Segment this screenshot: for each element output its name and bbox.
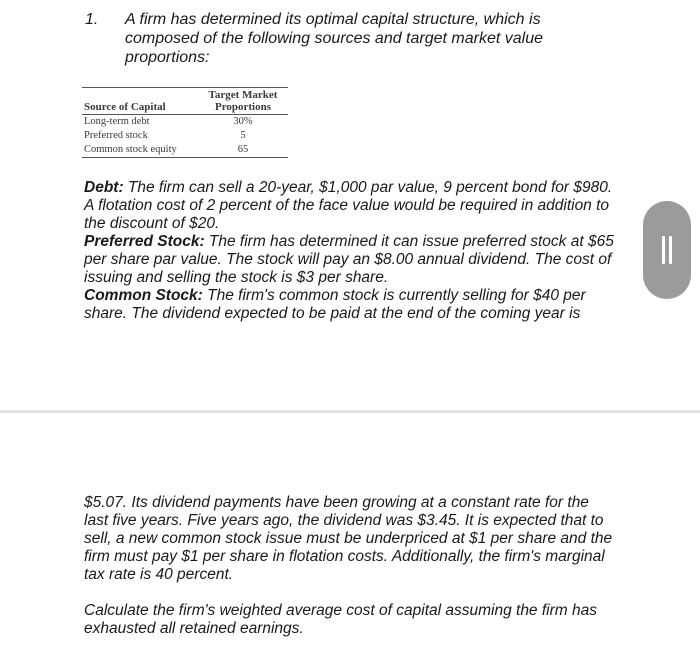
debt-label: Debt: [84, 179, 124, 196]
source-details [84, 179, 614, 323]
question-number: 1. [85, 11, 99, 28]
pause-handle-icon[interactable] [643, 201, 691, 299]
preferred-text: The firm has determined it can issue preferred stock at $65 per share par value. The stock will pay an $8.00 annual dividend. The cost of issuing and selling the stock is $3 per share. [84, 233, 614, 286]
table-cell-value: 65 [237, 144, 249, 155]
preferred-paragraph [84, 233, 614, 287]
table-cell-value: 30% [233, 116, 253, 127]
capital-structure-table [82, 87, 288, 158]
table-row [82, 115, 288, 130]
table-cell-source: Common stock equity [84, 144, 177, 155]
debt-paragraph [84, 179, 614, 233]
handle-bar [669, 236, 672, 264]
common-paragraph [84, 287, 614, 323]
common-label: Common Stock: [84, 287, 203, 304]
question-text [85, 10, 575, 67]
instruction-paragraph: Calculate the firm's weighted average cost of capital assuming the firm has exhausted all retained earnings. [84, 602, 597, 637]
handle-bar [662, 236, 665, 264]
continuation-text [84, 494, 614, 638]
question-body: A firm has determined its optimal capital structure, which is composed of the following sources and target market value proportions: [125, 11, 544, 66]
common-text: The firm's common stock is currently selling for $40 per share. The dividend expected to be paid at the end of the coming year is [84, 287, 586, 322]
preferred-label: Preferred Stock: [84, 233, 205, 250]
table-cell-source: Preferred stock [84, 130, 148, 141]
column-header-target: Target Market Proportions [208, 89, 278, 113]
column-header-source: Source of Capital [84, 101, 166, 113]
table-row [82, 143, 288, 157]
table-cell-value: 5 [240, 130, 246, 141]
table-row [82, 129, 288, 143]
continuation-paragraph: $5.07. Its dividend payments have been growing at a constant rate for the last five years. Five years ago, the dividend was $3.45. It is expected that to sell, a new common stock issue must be underpriced at $1 per share and the firm must pay $1 per share in flotation costs. Additionally, the firm's marginal tax rate is 40 percent. [84, 494, 613, 583]
table-cell-source: Long-term debt [84, 116, 150, 127]
debt-text: The firm can sell a 20-year, $1,000 par value, 9 percent bond for $980. A flotation cost of 2 percent of the face value would be required in addition to the discount of $20. [84, 179, 613, 232]
